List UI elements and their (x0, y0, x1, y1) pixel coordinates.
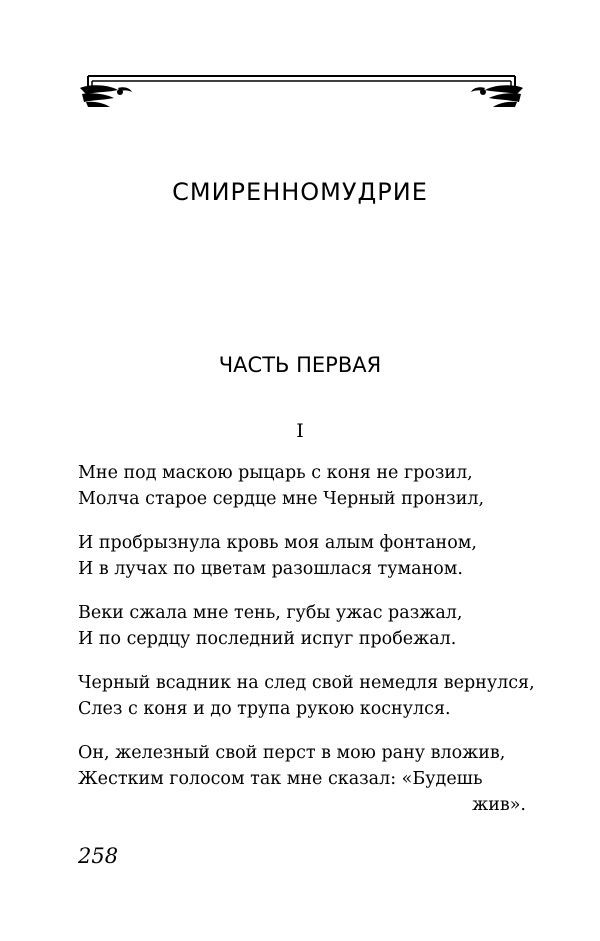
stanza (78, 530, 528, 582)
verse-line-runover: жив». (472, 795, 526, 815)
verse-line: Молча старое сердце мне Черный пронзил, (78, 489, 485, 509)
verse-line: Веки сжала мне тень, губы ужас разжал, (78, 603, 463, 623)
verse-line: И в лучах по цветам разошлася туманом. (78, 559, 463, 579)
page-number: 258 (78, 844, 119, 868)
stanza (78, 600, 528, 652)
stanza (78, 460, 528, 512)
verse-line: Он, железный свой перст в мою рану вложив, (78, 743, 506, 763)
poem-title: СМИРЕННОМУДРИЕ (172, 178, 428, 206)
verse-line: Черный всадник на след свой немедля вернулся, (78, 673, 535, 693)
section-numeral: I (296, 420, 304, 442)
stanza (78, 670, 535, 722)
verse-line: Слез с коня и до трупа рукою коснулся. (78, 699, 451, 719)
poem-body (78, 460, 535, 836)
verse-line: И пробрызнула кровь моя алым фонтаном, (78, 533, 477, 553)
header-ornament-icon (78, 72, 525, 108)
verse-line: Мне под маскою рыцарь с коня не грозил, (78, 463, 473, 483)
verse-line: Жестким голосом так мне сказал: «Будешь (78, 769, 483, 789)
part-heading: ЧАСТЬ ПЕРВАЯ (218, 353, 382, 377)
stanza (78, 740, 528, 818)
verse-line: И по сердцу последний испуг пробежал. (78, 629, 457, 649)
